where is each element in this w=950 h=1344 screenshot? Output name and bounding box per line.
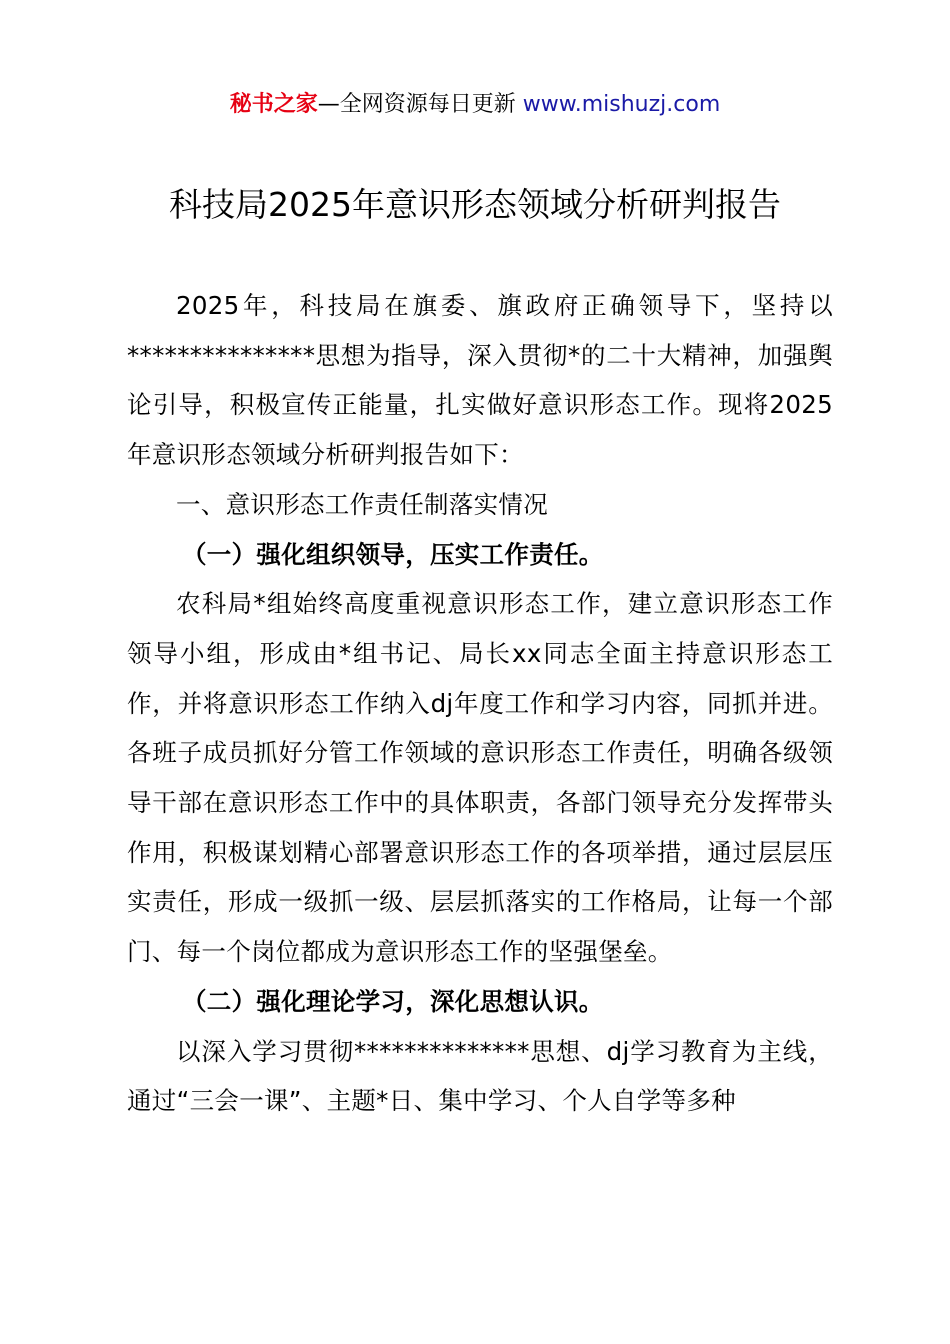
subsection-paragraph-2: 以深入学习贯彻**************思想、dj学习教育为主线，通过“三会一课”、主题*日、集中学习、个人自学等多种 [127, 1036, 833, 1116]
site-tagline: —全网资源每日更新 [317, 92, 516, 117]
site-brand: 秘书之家 [229, 92, 318, 117]
intro-paragraph: 2025年，科技局在旗委、旗政府正确领导下，坚持以***************思想为指导，深入贯彻*的二十大精神，加强舆论引导，积极宣传正能量，扎实做好意识形态工作。现将2025年意识形态领域分析研判报告如下： [127, 291, 833, 470]
section-heading-1: 一、意识形态工作责任制落实情况 [176, 489, 548, 519]
site-url-link[interactable]: www.mishuzj.com [522, 92, 721, 117]
subsection-heading-2: （二）强化理论学习，深化思想认识。 [182, 986, 604, 1016]
document-title: 科技局2025年意识形态领域分析研判报告 [169, 185, 781, 224]
site-header [0, 88, 950, 122]
document-body [127, 281, 833, 1126]
subsection-paragraph-1: 农科局*组始终高度重视意识形态工作，建立意识形态工作领导小组，形成由*组书记、局长xx同志全面主持意识形态工作，并将意识形态工作纳入dj年度工作和学习内容，同抓并进。各班子成员抓好分管工作领域的意识形态工作责任，明确各级领导干部在意识形态工作中的具体职责，各部门领导充分发挥带头作用，积极谋划精心部署意识形态工作的各项举措，通过层层压实责任，形成一级抓一级、层层抓落实的工作格局，让每一个部门、每一个岗位都成为意识形态工作的坚强堡垒。 [127, 589, 833, 967]
subsection-heading-1: （一）强化组织领导，压实工作责任。 [182, 539, 604, 569]
